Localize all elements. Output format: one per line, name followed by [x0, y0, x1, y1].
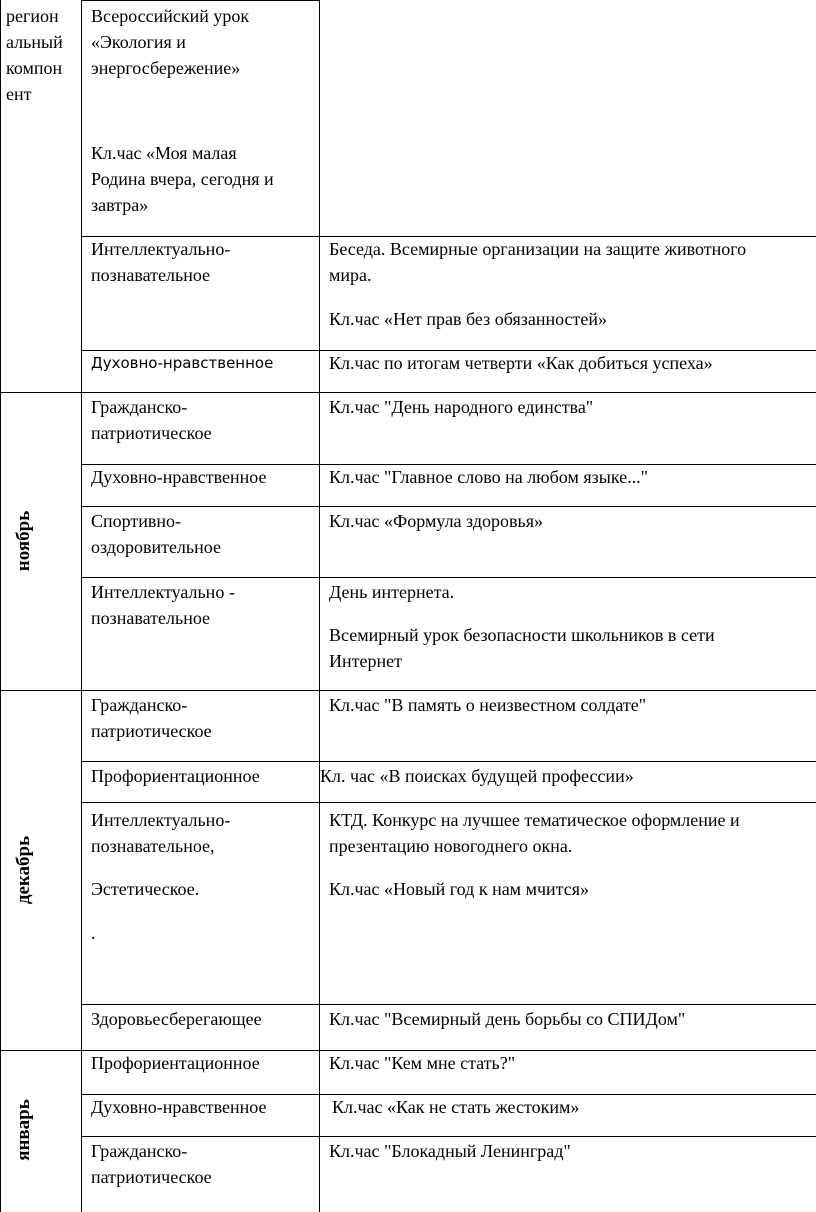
- event-cell: мира.: [329, 265, 372, 285]
- direction-cell: Духовно-нравственное: [91, 1097, 267, 1117]
- class-hour-line: завтра»: [91, 195, 149, 215]
- event-cell: презентацию новогоднего окна.: [329, 836, 573, 856]
- grid-line: [81, 1136, 816, 1137]
- grid-line: [81, 506, 816, 507]
- direction-cell: Духовно-нравственное: [91, 354, 274, 372]
- event-cell: Беседа. Всемирные организации на защите животного: [329, 239, 747, 259]
- direction-cell: патриотическое: [91, 721, 212, 741]
- event-cell: Кл.час «Новый год к нам мчится»: [329, 879, 590, 899]
- lesson-title-line: «Экология и: [91, 32, 186, 52]
- direction-cell: .: [91, 923, 96, 943]
- grid-line: [81, 1004, 816, 1005]
- month-label-december: декабрь: [13, 835, 34, 905]
- event-cell: Кл.час «Как не стать жестоким»: [332, 1097, 580, 1117]
- grid-line: [81, 0, 82, 1212]
- direction-cell: Интеллектуально-: [91, 239, 231, 259]
- direction-cell: Эстетическое.: [91, 879, 200, 899]
- direction-cell: Духовно-нравственное: [91, 467, 267, 487]
- direction-cell: Гражданско-: [91, 695, 188, 715]
- regional-label-line: регион: [6, 6, 59, 26]
- grid-line: [81, 761, 816, 762]
- direction-cell: познавательное: [91, 608, 211, 628]
- grid-line: [0, 0, 1, 1212]
- event-cell: Всемирный урок безопасности школьников в сети: [329, 625, 715, 645]
- event-cell: Кл.час "В память о неизвестном солдате": [329, 695, 647, 715]
- direction-cell: Профориентационное: [91, 1053, 260, 1073]
- event-cell: Кл.час "Всемирный день борьбы со СПИДом": [329, 1009, 686, 1029]
- grid-line: [0, 690, 816, 691]
- direction-cell: познавательное: [91, 265, 211, 285]
- direction-cell: патриотическое: [91, 1167, 212, 1187]
- direction-cell: Здоровьесберегающее: [91, 1009, 262, 1029]
- lesson-title-line: энергосбережение»: [91, 58, 241, 78]
- regional-label-line: компон: [6, 58, 63, 78]
- month-label-january: январь: [13, 1099, 34, 1161]
- regional-label-line: альный: [6, 32, 63, 52]
- event-cell: Кл.час "День народного единства": [329, 397, 594, 417]
- class-hour-line: Родина вчера, сегодня и: [91, 169, 274, 189]
- event-cell: Кл.час "Кем мне стать?": [329, 1053, 516, 1073]
- direction-cell: оздоровительное: [91, 537, 221, 557]
- event-cell: Кл.час «Нет прав без обязанностей»: [329, 309, 608, 329]
- grid-line: [81, 802, 816, 803]
- direction-cell: Гражданско-: [91, 397, 188, 417]
- event-cell: День интернета.: [329, 582, 455, 602]
- grid-line: [81, 0, 319, 1]
- event-cell: КТД. Конкурс на лучшее тематическое оформление и: [329, 810, 740, 830]
- event-cell: Кл. час «В поисках будущей профессии»: [320, 766, 634, 786]
- direction-cell: патриотическое: [91, 423, 212, 443]
- month-label-november: ноябрь: [13, 510, 34, 572]
- direction-cell: познавательное,: [91, 836, 215, 856]
- event-cell: Кл.час «Формула здоровья»: [329, 511, 543, 531]
- regional-label-line: ент: [6, 84, 32, 104]
- grid-line: [81, 577, 816, 578]
- lesson-title-line: Всероссийский урок: [91, 6, 250, 26]
- direction-cell: Интеллектуально -: [91, 582, 235, 602]
- event-cell: Кл.час по итогам четверти «Как добиться успеха»: [329, 353, 713, 373]
- event-cell: Кл.час "Главное слово на любом языке...": [329, 467, 648, 487]
- grid-line: [0, 392, 816, 393]
- grid-line: [319, 0, 320, 1212]
- direction-cell: Интеллектуально-: [91, 810, 231, 830]
- event-cell: Кл.час "Блокадный Ленинград": [329, 1141, 571, 1161]
- direction-cell: Гражданско-: [91, 1141, 188, 1161]
- event-cell: Интернет: [329, 651, 402, 671]
- direction-cell: Профориентационное: [91, 766, 260, 786]
- direction-cell: Спортивно-: [91, 511, 182, 531]
- class-hour-line: Кл.час «Моя малая: [91, 143, 237, 163]
